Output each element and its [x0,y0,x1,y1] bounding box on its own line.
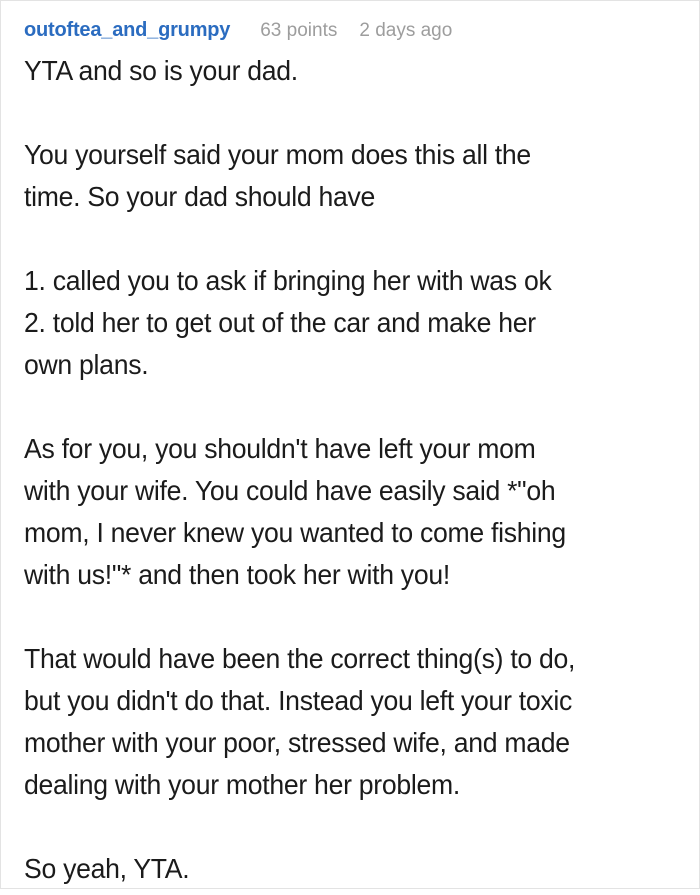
comment-line: with us!"* and then took her with you! [24,559,450,590]
comment-line: mom, I never knew you wanted to come fishing [24,517,566,548]
comment-line: So yeah, YTA. [24,853,190,884]
comment-paragraph [24,50,680,92]
comment-line: with your wife. You could have easily said *"oh [24,475,556,506]
comment-paragraph [24,134,680,218]
comment-paragraph [24,428,680,596]
comment-timestamp: 2 days ago [359,20,453,41]
comment-line: 1. called you to ask if bringing her with was ok [24,265,552,296]
comment-line: but you didn't do that. Instead you left your toxic [24,685,573,716]
comment-body [24,50,680,889]
comment-paragraph [24,260,680,386]
comment-line: YTA and so is your dad. [24,55,298,86]
comment-line: As for you, you shouldn't have left your mom [24,433,536,464]
comment-author-link[interactable]: outoftea_and_grumpy [24,19,231,41]
comment-line: own plans. [24,349,149,380]
comment-line: dealing with your mother her problem. [24,769,460,800]
comment-header [24,15,675,46]
comment-line: 2. told her to get out of the car and make her [24,307,536,338]
comment-line: That would have been the correct thing(s) to do, [24,643,576,674]
comment-line: mother with your poor, stressed wife, and made [24,727,570,758]
comment-paragraph [24,848,680,889]
comment-points: 63 points [260,20,338,41]
comment-line: time. So your dad should have [24,181,376,212]
comment-line: You yourself said your mom does this all the [24,139,531,170]
comment-paragraph [24,638,680,806]
